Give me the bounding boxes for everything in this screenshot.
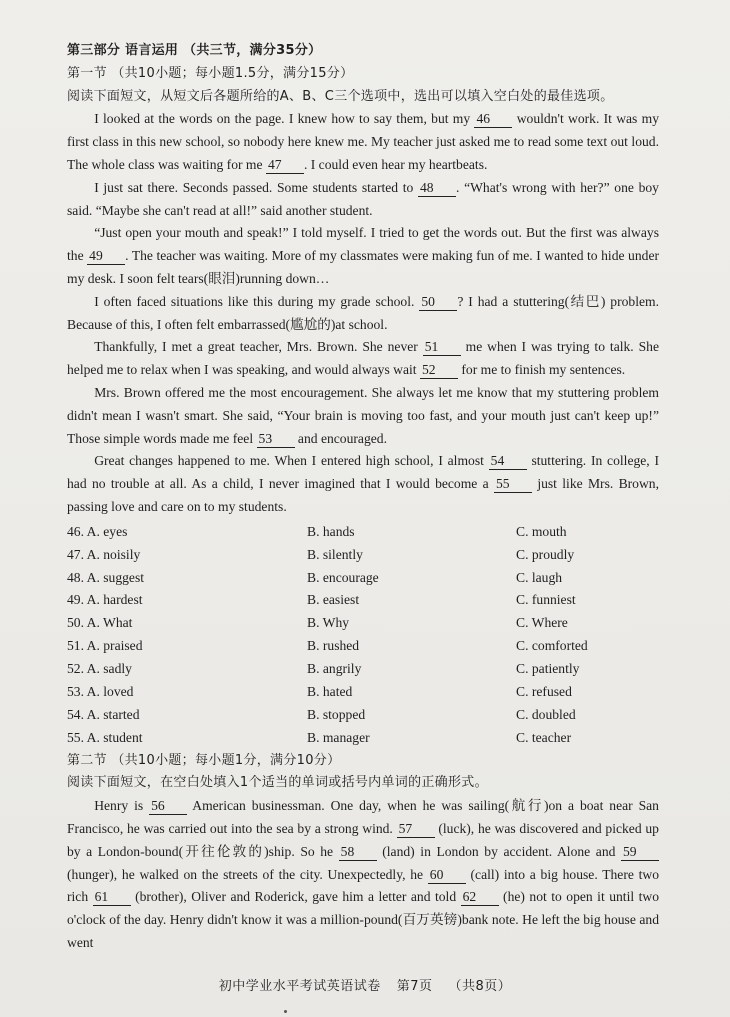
blank-60: 60 — [428, 867, 466, 884]
section-title: 第三部分 语言运用 （共三节，满分35分） — [67, 43, 322, 58]
option-b: B. Why — [307, 615, 350, 631]
option-b: B. rushed — [307, 638, 360, 654]
blank-56: 56 — [149, 798, 187, 815]
option-a: 53. A. loved — [67, 683, 134, 699]
blank-57: 57 — [397, 821, 435, 838]
blank-54: 54 — [489, 453, 527, 470]
option-c: C. doubled — [516, 706, 576, 722]
choice-row-49 — [67, 589, 659, 612]
blank-46: 46 — [474, 111, 512, 128]
option-c: C. funniest — [516, 592, 576, 608]
choice-row-54 — [67, 704, 659, 727]
passage1-paragraph-2: I just sat there. Seconds passed. Some students started to 48 . “What's wrong with her?” one boy said. “Maybe she can't read at all!” said another student. — [67, 179, 659, 218]
footer-page-number: 第7页 — [396, 979, 433, 994]
option-a: 54. A. started — [67, 706, 140, 722]
passage1-paragraph-7: Great changes happened to me. When I entered high school, I almost 54 stuttering. In college, I had no trouble at all. As a child, I never imagined that I would become a 55 just like Mrs. Brown, passing love and care on to my students. — [67, 453, 660, 514]
passage1-paragraph-5: Thankfully, I met a great teacher, Mrs. Brown. She never 51 me when I was trying to talk. She helped me to relax when I was speaking, and would always wait 52 for me to finish my sentences. — [67, 339, 660, 378]
option-b: B. stopped — [307, 706, 366, 722]
option-b: B. silently — [307, 546, 363, 562]
option-b: B. angrily — [307, 661, 362, 677]
option-a: 55. A. student — [67, 729, 143, 745]
option-c: C. laugh — [516, 569, 563, 585]
option-c: C. mouth — [516, 523, 567, 539]
choice-row-52 — [67, 658, 659, 681]
blank-47: 47 — [266, 157, 304, 174]
choice-row-47 — [67, 544, 659, 567]
blank-59: 59 — [621, 844, 659, 861]
option-a: 46. A. eyes — [67, 523, 128, 539]
page-footer — [0, 975, 730, 994]
blank-50: 50 — [419, 294, 457, 311]
part1-heading: 第一节 （共10小题；每小题1.5分，满分15分） — [67, 65, 354, 81]
option-a: 51. A. praised — [67, 638, 143, 654]
scan-speck — [284, 1010, 287, 1013]
footer-exam-title: 初中学业水平考试英语试卷 — [218, 979, 381, 994]
blank-55: 55 — [494, 476, 532, 493]
blank-49: 49 — [87, 248, 125, 265]
blank-48: 48 — [418, 180, 456, 197]
option-b: B. encourage — [307, 569, 379, 585]
choice-row-53 — [67, 681, 659, 704]
part1-instruction: 阅读下面短文，从短文后各题所给的A、B、C三个选项中，选出可以填入空白处的最佳选项。 — [67, 88, 614, 104]
choice-row-51 — [67, 635, 659, 658]
option-b: B. manager — [307, 729, 370, 745]
passage1-paragraph-6: Mrs. Brown offered me the most encouragement. She always let me know that my stuttering problem didn't mean I wasn't smart. She said, “Your brain is moving too fast, and your mouth just can't keep up!” Those simple words made me feel 53 and encouraged. — [67, 384, 659, 446]
passage1-paragraph-4: I often faced situations like this during my grade school. 50 ? I had a stuttering(结巴) problem. Because of this, I often felt embarrassed(尴尬的)at school. — [67, 293, 659, 332]
option-c: C. proudly — [516, 546, 575, 562]
option-b: B. easiest — [307, 592, 360, 608]
footer-total-pages: （共8页） — [448, 979, 512, 994]
option-c: C. comforted — [516, 638, 588, 654]
passage2-paragraph: Henry is 56 American businessman. One day, when he was sailing(航行)on a boat near San Francisco, he was carried out into the sea by a strong wind. 57 (luck), he was discovered and picked up by a London-bound(开往伦敦的)ship. So he 58 (land) in London by accident. Alone and 59 (hunger), he walked on the streets of the city. Unexpectedly, he 60 (call) into a big house. There two rich 61 (brother), Oliver and Roderick, gave him a letter and told 62 (he) not to open it until two o'clock of the day. Henry didn't know it was a million-pound(百万英镑)bank note. He left the big house and went — [67, 798, 660, 951]
blank-51: 51 — [423, 339, 461, 356]
choice-row-50 — [67, 612, 659, 635]
option-a: 50. A. What — [67, 615, 133, 631]
blank-53: 53 — [257, 431, 295, 448]
page-content — [67, 40, 659, 955]
option-c: C. teacher — [516, 729, 572, 745]
blank-52: 52 — [420, 362, 458, 379]
answer-choices — [67, 521, 659, 750]
choice-row-48 — [67, 567, 659, 590]
option-a: 49. A. hardest — [67, 592, 143, 608]
option-b: B. hated — [307, 683, 353, 699]
passage1-paragraph-3: “Just open your mouth and speak!” I told myself. I tried to get the words out. But the first was always the 49 . The teacher was waiting. More of my classmates were making fun of me. I wanted to hide under my desk. I soon felt tears(眼泪)running down… — [67, 225, 659, 286]
choice-row-55 — [67, 727, 659, 750]
option-c: C. patiently — [516, 661, 580, 677]
option-a: 52. A. sadly — [67, 661, 132, 677]
option-b: B. hands — [307, 523, 355, 539]
choice-row-46 — [67, 521, 659, 544]
option-c: C. refused — [516, 683, 572, 699]
passage1-paragraph-1: I looked at the words on the page. I knew how to say them, but my 46 wouldn't work. It was my first class in this new school, so nobody here knew me. My teacher just asked me to read some text out loud. The whole class was waiting for me 47 . I could even hear my heartbeats. — [67, 111, 659, 172]
option-a: 48. A. suggest — [67, 569, 145, 585]
part2-heading: 第二节 （共10小题；每小题1分，满分10分） — [67, 752, 341, 768]
blank-58: 58 — [339, 844, 377, 861]
blank-62: 62 — [461, 889, 499, 906]
part2-instruction: 阅读下面短文，在空白处填入1个适当的单词或括号内单词的正确形式。 — [67, 775, 488, 791]
option-a: 47. A. noisily — [67, 546, 141, 562]
blank-61: 61 — [93, 889, 131, 906]
option-c: C. Where — [516, 615, 568, 631]
